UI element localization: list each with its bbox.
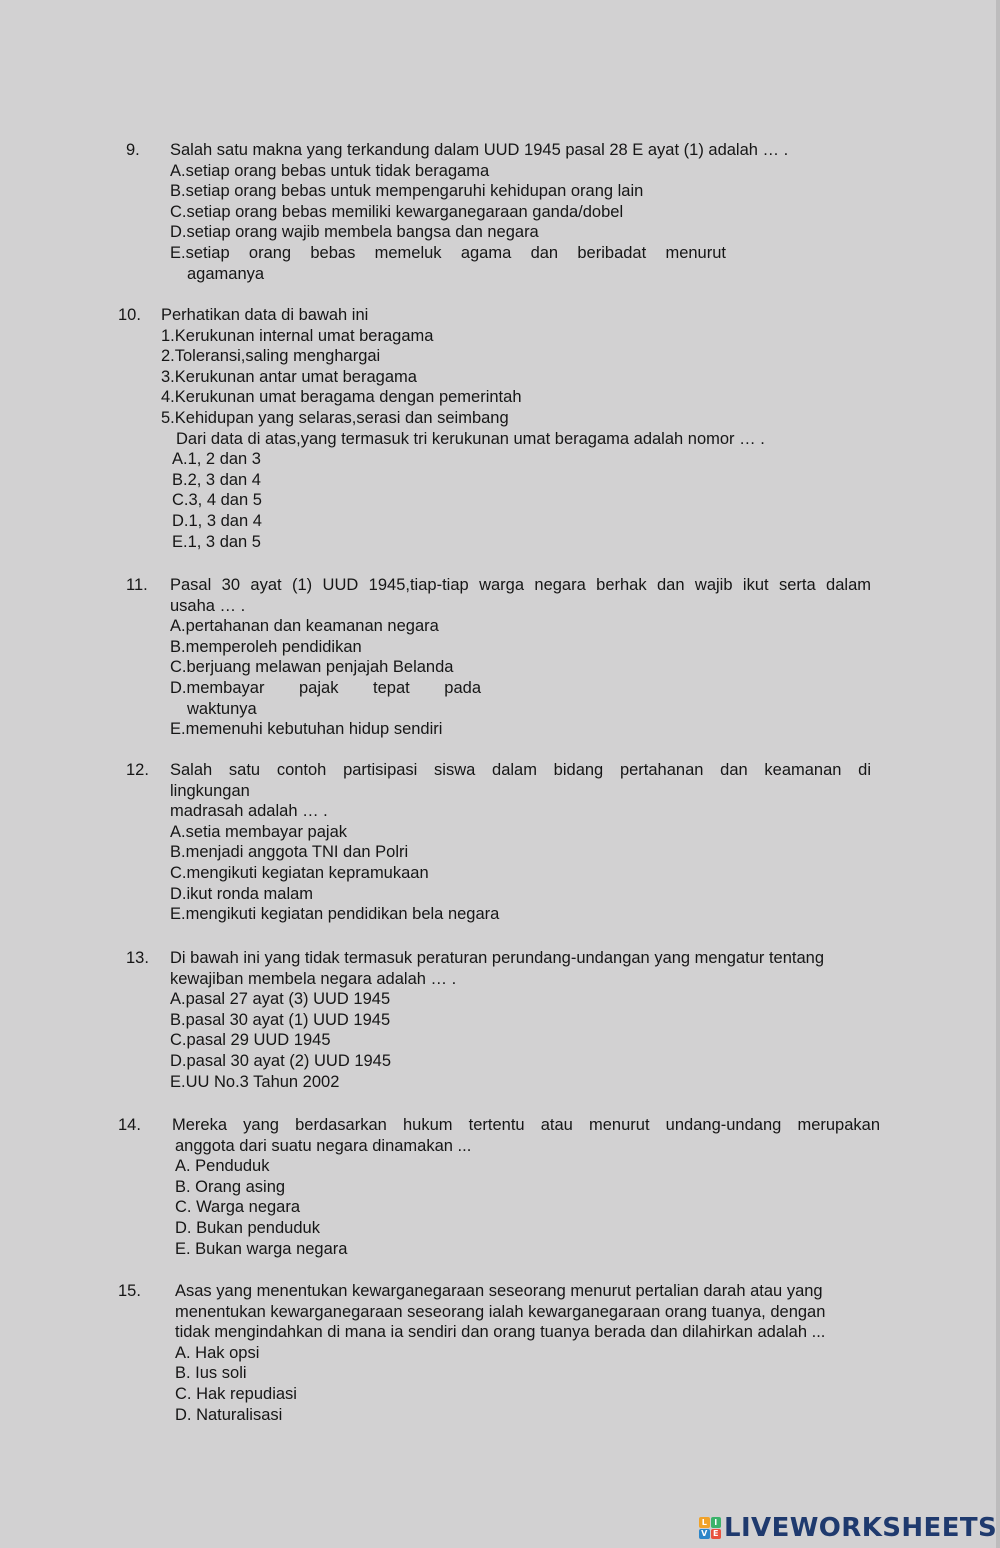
badge-letter: L	[699, 1517, 710, 1528]
question-stem: Perhatikan data di bawah ini	[161, 306, 369, 324]
question-number: 11.	[126, 576, 148, 594]
question-number: 13.	[126, 949, 149, 967]
question-10	[0, 305, 1000, 552]
badge-letter: V	[699, 1529, 710, 1540]
option-b: B.pasal 30 ayat (1) UUD 1945	[170, 1010, 391, 1029]
option-d: D.1, 3 dan 4	[172, 511, 262, 530]
question-stem-continued: tidak mengindahkan di mana ia sendiri dan orang tuanya berada dan dilahirkan adalah ...	[175, 1323, 826, 1342]
option-d: D.ikut ronda malam	[170, 884, 314, 903]
data-item: 3.Kerukunan antar umat beragama	[161, 367, 417, 386]
option-d-continued: waktunya	[187, 699, 257, 718]
option-a: A. Hak opsi	[175, 1343, 260, 1362]
option-e: E.UU No.3 Tahun 2002	[170, 1072, 340, 1091]
option-b: B. Ius soli	[175, 1364, 247, 1383]
question-12	[0, 760, 1000, 925]
option-b: B.menjadi anggota TNI dan Polri	[170, 843, 409, 862]
question-13	[0, 948, 1000, 1092]
option-e: E.1, 3 dan 5	[172, 532, 261, 551]
data-item: 2.Toleransi,saling menghargai	[161, 347, 381, 366]
question-stem: Salah satu makna yang terkandung dalam UUD 1945 pasal 28 E ayat (1) adalah … .	[170, 141, 789, 159]
option-c: C.setiap orang bebas memiliki kewarganegaraan ganda/dobel	[170, 202, 624, 221]
question-number: 10.	[118, 306, 141, 324]
option-d: D.pasal 30 ayat (2) UUD 1945	[170, 1051, 392, 1070]
option-c: C. Hak repudiasi	[175, 1384, 297, 1403]
option-e-continued: agamanya	[187, 264, 265, 283]
option-a: A.pertahanan dan keamanan negara	[170, 617, 439, 636]
option-c: C.mengikuti kegiatan kepramukaan	[170, 863, 429, 882]
data-item: 5.Kehidupan yang selaras,serasi dan seimbang	[161, 408, 509, 427]
option-a: A.setiap orang bebas untuk tidak beragama	[170, 161, 490, 180]
option-c: C.pasal 29 UUD 1945	[170, 1031, 331, 1050]
option-a: A.setia membayar pajak	[170, 822, 347, 841]
question-9	[0, 140, 1000, 284]
question-prompt: Dari data di atas,yang termasuk tri kerukunan umat beragama adalah nomor … .	[176, 429, 765, 448]
option-e: E. Bukan warga negara	[175, 1239, 348, 1258]
question-stem: Asas yang menentukan kewarganegaraan seseorang menurut pertalian darah atau yang	[175, 1282, 823, 1300]
option-b: B.2, 3 dan 4	[172, 470, 261, 489]
option-d: D. Naturalisasi	[175, 1405, 283, 1424]
logo-text: LIVEWORKSHEETS	[724, 1513, 998, 1543]
question-11	[0, 575, 1000, 740]
question-stem-continued: usaha … .	[170, 596, 246, 615]
option-c: C.3, 4 dan 5	[172, 491, 262, 510]
badge-letter: E	[711, 1529, 722, 1540]
question-stem: Pasal 30 ayat (1) UUD 1945,tiap-tiap warga negara berhak dan wajib ikut serta dalam	[170, 576, 871, 594]
question-stem: Salah satu contoh partisipasi siswa dalam bidang pertahanan dan keamanan di	[170, 761, 871, 779]
option-c: C.berjuang melawan penjajah Belanda	[170, 658, 454, 677]
option-d: D.setiap orang wajib membela bangsa dan negara	[170, 223, 539, 242]
option-a: A. Penduduk	[175, 1157, 270, 1176]
option-e: E.mengikuti kegiatan pendidikan bela negara	[170, 905, 500, 924]
question-stem-continued: anggota dari suatu negara dinamakan ...	[175, 1136, 472, 1155]
liveworksheets-logo[interactable]	[699, 1512, 997, 1544]
option-a: A.1, 2 dan 3	[172, 450, 261, 469]
live-badge-icon	[699, 1517, 721, 1539]
question-number: 14.	[118, 1116, 141, 1134]
question-stem-continued: kewajiban membela negara adalah … .	[170, 969, 457, 988]
question-stem-continued: menentukan kewarganegaraan seseorang ialah kewarganegaraan orang tuanya, dengan	[175, 1302, 826, 1321]
option-b: B.memperoleh pendidikan	[170, 637, 362, 656]
option-c: C. Warga negara	[175, 1198, 301, 1217]
question-stem: Di bawah ini yang tidak termasuk peraturan perundang-undangan yang mengatur tentang	[170, 949, 825, 967]
question-stem-continued: madrasah adalah … .	[170, 802, 328, 821]
option-e: E.setiap orang bebas memeluk agama dan beribadat menurut	[170, 243, 726, 262]
question-number: 12.	[126, 761, 149, 779]
option-e: E.memenuhi kebutuhan hidup sendiri	[170, 720, 443, 739]
option-d: D. Bukan penduduk	[175, 1218, 320, 1237]
option-b: B.setiap orang bebas untuk mempengaruhi kehidupan orang lain	[170, 182, 644, 201]
question-15	[0, 1281, 1000, 1425]
option-d: D.membayar pajak tepat pada	[170, 678, 481, 697]
question-number: 15.	[118, 1282, 141, 1300]
badge-letter: I	[711, 1517, 722, 1528]
question-number: 9.	[126, 141, 140, 159]
question-stem-continued: lingkungan	[170, 781, 250, 800]
option-a: A.pasal 27 ayat (3) UUD 1945	[170, 990, 391, 1009]
data-item: 4.Kerukunan umat beragama dengan pemerintah	[161, 388, 522, 407]
option-b: B. Orang asing	[175, 1177, 286, 1196]
data-item: 1.Kerukunan internal umat beragama	[161, 326, 434, 345]
question-14	[0, 1115, 1000, 1259]
question-stem: Mereka yang berdasarkan hukum tertentu atau menurut undang-undang merupakan	[172, 1116, 880, 1134]
